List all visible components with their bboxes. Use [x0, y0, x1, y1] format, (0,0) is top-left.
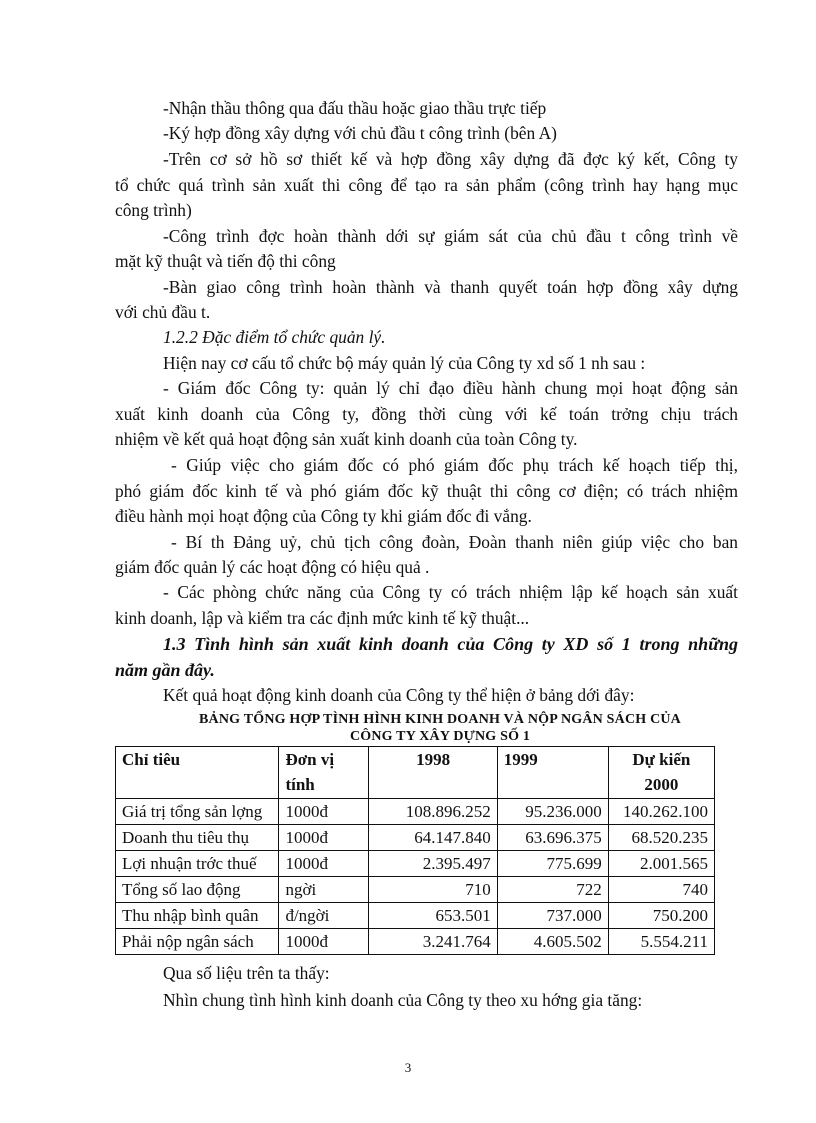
- header-unit-line1: Đơn vị: [285, 750, 335, 769]
- paragraph-line: kinh doanh, lập và kiểm tra các định mức kinh tế kỹ thuật...: [115, 608, 530, 628]
- paragraph-line: giám đốc quản lý các hoạt động có hiệu quả .: [115, 557, 430, 577]
- page-number: 3: [404, 1060, 412, 1075]
- paragraph-line: -Nhận thầu thông qua đấu thầu hoặc giao thầu trực tiếp: [163, 98, 547, 118]
- table-cell: Tổng số lao động: [116, 877, 279, 903]
- section-heading: năm gần đây.: [115, 660, 215, 680]
- table-cell: 653.501: [369, 903, 497, 929]
- table-cell: Giá trị tổng sản lợng: [116, 799, 279, 825]
- header-unit-line2: tính: [285, 775, 315, 794]
- header-cell: 1998: [369, 747, 497, 799]
- paragraph-line: - Giám đốc Công ty: quản lý chỉ đạo điều hành chung mọi hoạt động sản: [163, 378, 738, 398]
- table-cell: 750.200: [608, 903, 714, 929]
- paragraph-line: - Giúp việc cho giám đốc có phó giám đốc phụ trách kế hoạch tiếp thị,: [171, 455, 738, 475]
- paragraph-line: tổ chức quá trình sản xuất thi công để tạo ra sản phẩm (công trình hay hạng mục: [115, 175, 738, 195]
- table-cell: Thu nhập bình quân: [116, 903, 279, 929]
- section-heading: 1.2.2 Đặc điểm tổ chức quản lý.: [163, 327, 386, 347]
- paragraph-line: Kết quả hoạt động kinh doanh của Công ty thể hiện ở bảng dới đây:: [163, 685, 635, 705]
- paragraph-line: mặt kỹ thuật và tiến độ thi công: [115, 251, 336, 271]
- header-forecast-line2: 2000: [644, 775, 679, 794]
- header-cell: 1999: [497, 747, 608, 799]
- paragraph-line: phó giám đốc kinh tế và phó giám đốc kỹ thuật thi công cơ điện; có trách nhiệm: [115, 481, 738, 501]
- paragraph-line: -Bàn giao công trình hoàn thành và thanh quyết toán hợp đồng xây dựng: [163, 277, 738, 297]
- paragraph-line: điều hành mọi hoạt động của Công ty khi giám đốc đi vắng.: [115, 506, 532, 526]
- table-cell: ngời: [279, 877, 369, 903]
- paragraph-line: công trình): [115, 200, 192, 220]
- table-cell: 1000đ: [279, 929, 369, 955]
- table-cell: 95.236.000: [497, 799, 608, 825]
- paragraph-line: với chủ đầu t.: [115, 302, 211, 322]
- table-row: [116, 903, 715, 929]
- paragraph-line: - Bí th Đảng uỷ, chủ tịch công đoàn, Đoàn thanh niên giúp việc cho ban: [171, 532, 738, 552]
- header-cell: [279, 747, 369, 799]
- table-cell: 1000đ: [279, 799, 369, 825]
- paragraph-line: -Ký hợp đồng xây dựng với chủ đầu t công trình (bên A): [163, 123, 557, 143]
- table-cell: 740: [608, 877, 714, 903]
- paragraph-line: nhiệm về kết quả hoạt động sản xuất kinh doanh của toàn Công ty.: [115, 429, 578, 449]
- table-cell: Phải nộp ngân sách: [116, 929, 279, 955]
- table-cell: Lợi nhuận trớc thuế: [116, 851, 279, 877]
- table-cell: 4.605.502: [497, 929, 608, 955]
- table-cell: 2.001.565: [608, 851, 714, 877]
- table-cell: 1000đ: [279, 851, 369, 877]
- table-cell: 722: [497, 877, 608, 903]
- table-cell: đ/ngời: [279, 903, 369, 929]
- table-cell: 737.000: [497, 903, 608, 929]
- table-cell: Doanh thu tiêu thụ: [116, 825, 279, 851]
- paragraph-line: Qua số liệu trên ta thấy:: [163, 963, 330, 983]
- table-row: [116, 929, 715, 955]
- table-caption: BẢNG TỔNG HỢP TÌNH HÌNH KINH DOANH VÀ NỘP NGÂN SÁCH CỦA: [199, 712, 681, 727]
- table-cell: 64.147.840: [369, 825, 497, 851]
- paragraph-line: -Trên cơ sở hồ sơ thiết kế và hợp đồng xây dựng đã đợc ký kết, Công ty: [163, 149, 738, 169]
- table-cell: 68.520.235: [608, 825, 714, 851]
- paragraph-line: - Các phòng chức năng của Công ty có trách nhiệm lập kế hoạch sản xuất: [163, 582, 738, 602]
- table-cell: 3.241.764: [369, 929, 497, 955]
- table-cell: 140.262.100: [608, 799, 714, 825]
- table-cell: 5.554.211: [608, 929, 714, 955]
- header-cell: Chỉ tiêu: [116, 747, 279, 799]
- paragraph-line: xuất kinh doanh của Công ty, đồng thời cùng với kế toán trởng chịu trách: [115, 404, 738, 424]
- header-cell: [608, 747, 714, 799]
- paragraph-line: -Công trình đợc hoàn thành dới sự giám sát của chủ đầu t công trình về: [163, 226, 738, 246]
- section-heading: 1.3 Tình hình sản xuất kinh doanh của Công ty XD số 1 trong những: [163, 634, 738, 654]
- table-cell: 1000đ: [279, 825, 369, 851]
- paragraph-line: Hiện nay cơ cấu tổ chức bộ máy quản lý của Công ty xd số 1 nh sau :: [163, 353, 646, 373]
- table-row: [116, 825, 715, 851]
- table-cell: 2.395.497: [369, 851, 497, 877]
- table-cell: 108.896.252: [369, 799, 497, 825]
- paragraph-line: Nhìn chung tình hình kinh doanh của Công ty theo xu hớng gia tăng:: [163, 990, 643, 1010]
- table-row: [116, 851, 715, 877]
- table-cell: 710: [369, 877, 497, 903]
- table-header-row: [116, 747, 715, 799]
- business-summary-table: [115, 746, 715, 955]
- table-row: [116, 877, 715, 903]
- table-cell: 63.696.375: [497, 825, 608, 851]
- table-caption: CÔNG TY XÂY DỰNG SỐ 1: [349, 729, 531, 744]
- table-cell: 775.699: [497, 851, 608, 877]
- table-row: [116, 799, 715, 825]
- header-forecast-line1: Dự kiến: [632, 750, 691, 769]
